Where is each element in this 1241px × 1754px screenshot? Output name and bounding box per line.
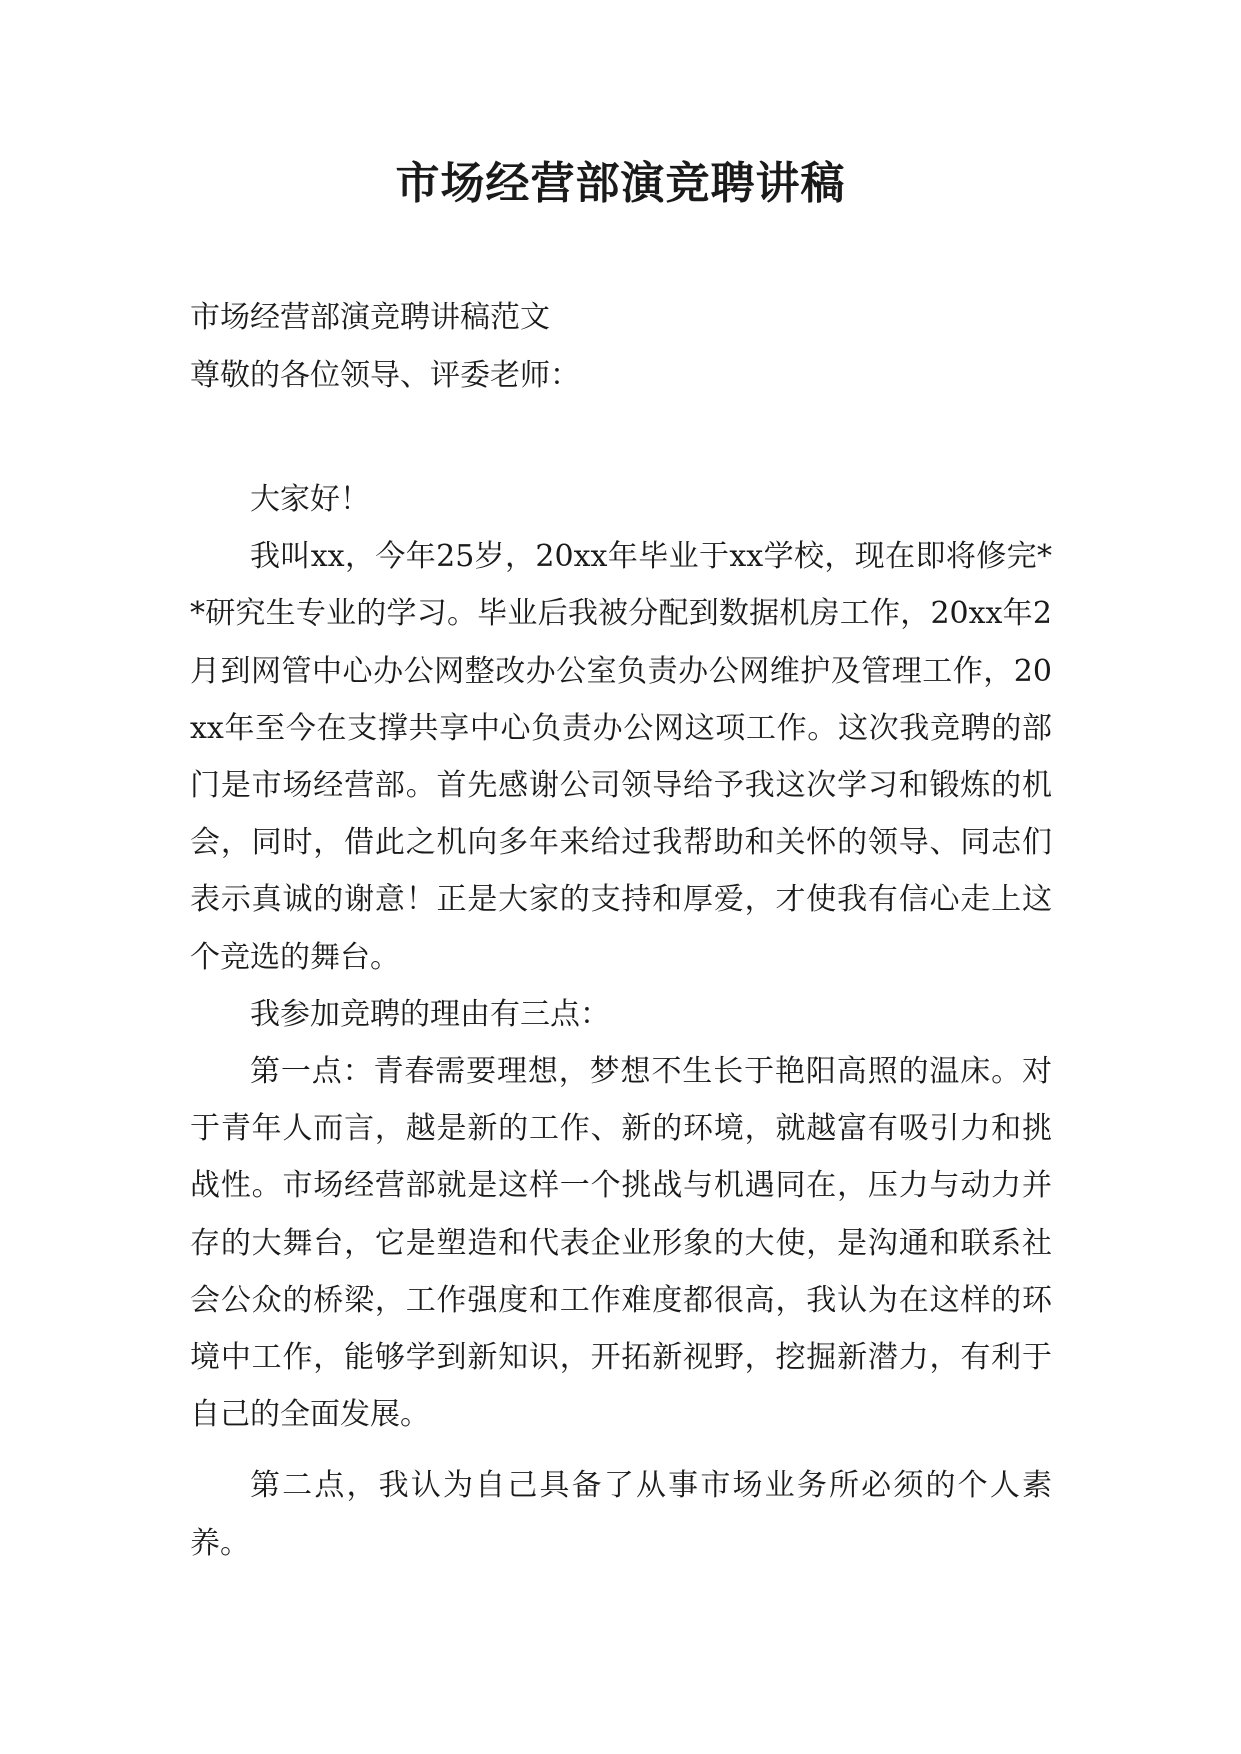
salutation-line: 尊敬的各位领导、评委老师：: [190, 358, 580, 393]
paragraph-reason-two: 第二点，我认为自己具备了从事市场业务所必须的个人素养。: [190, 1468, 1052, 1561]
page-title: 市场经营部演竞聘讲稿: [395, 158, 846, 209]
paragraph-introduction: 我叫xx，今年25岁，20xx年毕业于xx学校，现在即将修完**研究生专业的学习。毕业后我被分配到数据机房工作，20xx年2月到网管中心办公网整改办公室负责办公网维护及管理工作，20xx年至今在支撑共享中心负责办公网这项工作。这次我竞聘的部门是市场经营部。首先感谢公司领导给予我这次学习和锻炼的机会，同时，借此之机向多年来给过我帮助和关怀的领导、同志们表示真诚的谢意！正是大家的支持和厚爱，才使我有信心走上这个竞选的舞台。: [190, 539, 1052, 975]
paragraph-reason-one: 第一点：青春需要理想，梦想不生长于艳阳高照的温床。对于青年人而言，越是新的工作、新的环境，就越富有吸引力和挑战性。市场经营部就是这样一个挑战与机遇同在，压力与动力并存的大舞台，它是塑造和代表企业形象的大使，是沟通和联系社会公众的桥梁，工作强度和工作难度都很高，我认为在这样的环境中工作，能够学到新知识，开拓新视野，挖掘新潜力，有利于自己的全面发展。: [190, 1054, 1052, 1433]
paragraph-reasons-intro: 我参加竞聘的理由有三点：: [250, 996, 610, 1032]
body-text: [190, 471, 1052, 1572]
document-subtitle: 市场经营部演竞聘讲稿范文: [190, 300, 550, 335]
paragraph-greeting: 大家好！: [250, 482, 370, 517]
